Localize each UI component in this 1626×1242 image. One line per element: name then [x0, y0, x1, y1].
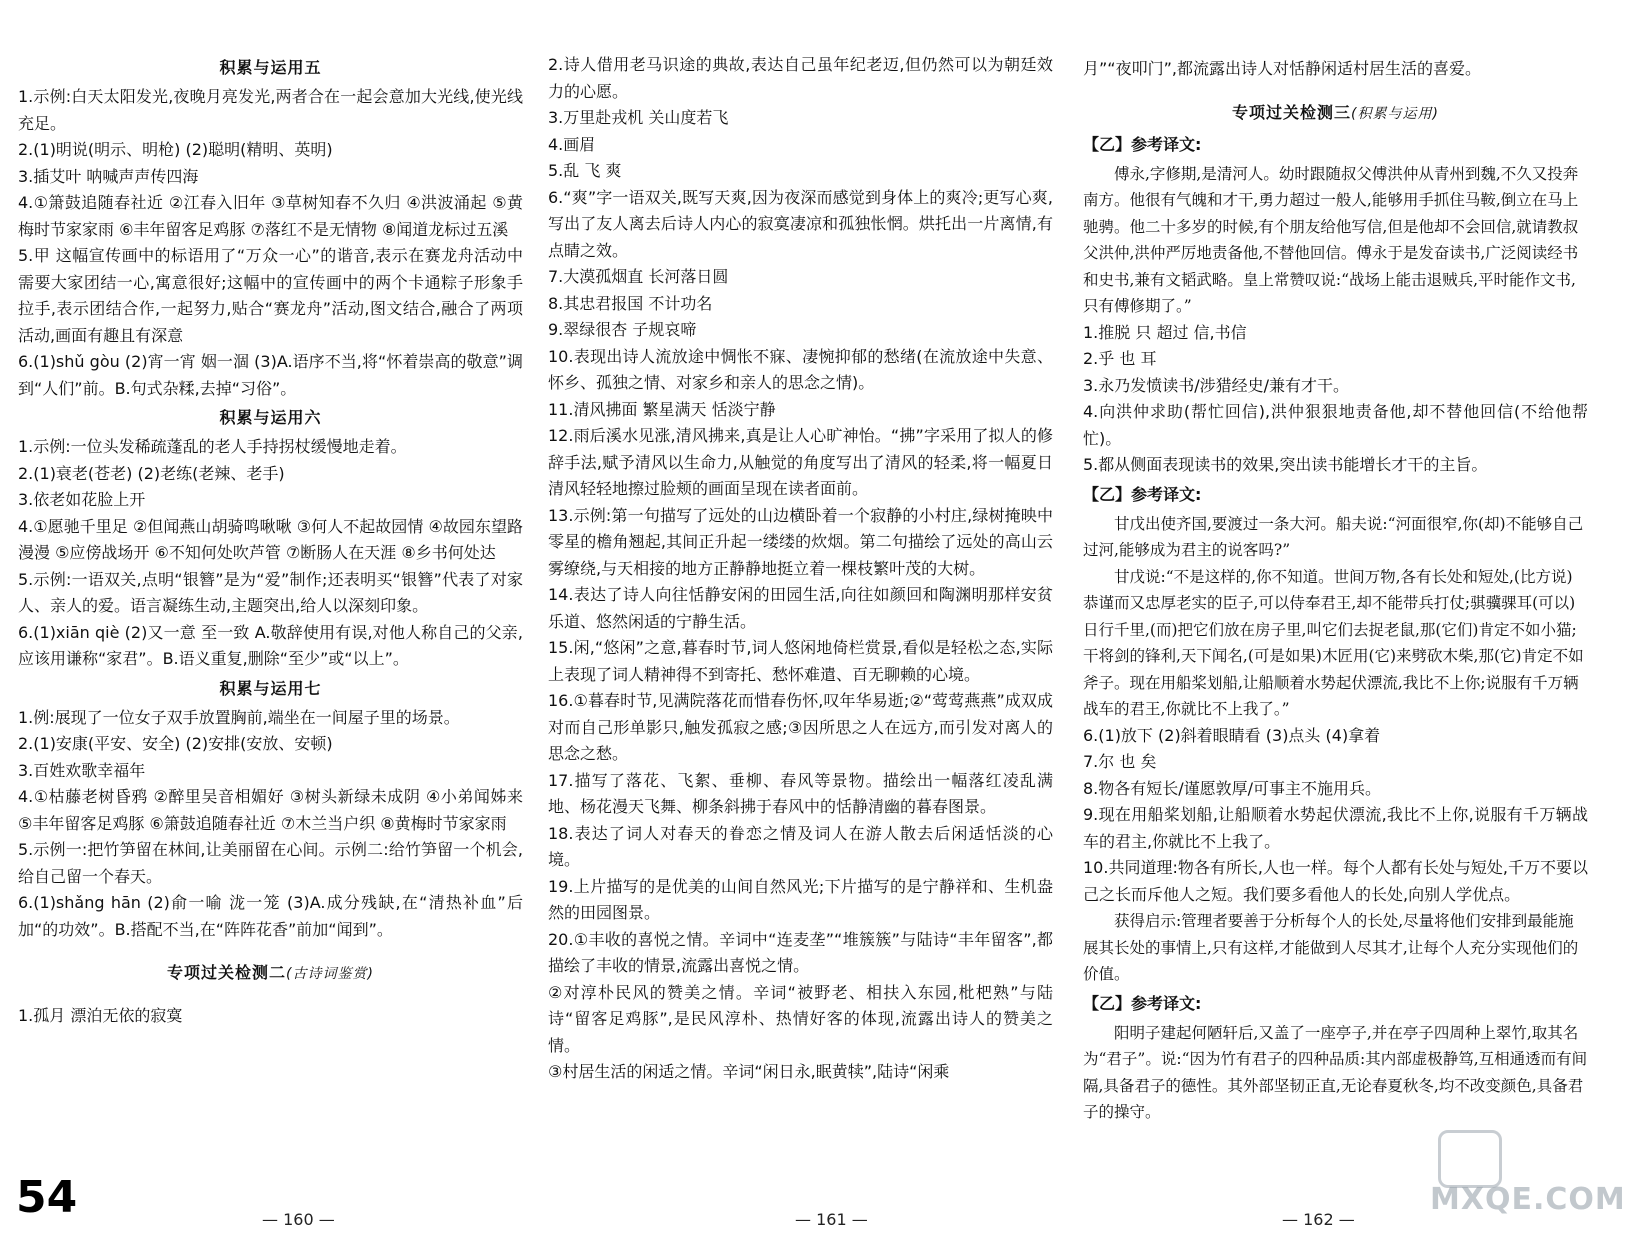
- answer-item: 8.物各有短长/谨愿敦厚/可事主不施用兵。: [1083, 778, 1382, 798]
- answer-item: 12.雨后溪水见涨,清风拂来,真是让人心旷神怡。“拂”字采用了拟人的修辞手法,赋予清风以生命力,从触觉的角度写出了清风的轻柔,将一幅夏日清风轻轻地擦过脸颊的画面呈现在读者面前。: [548, 426, 1053, 498]
- section-heading: [1083, 97, 1588, 129]
- answer-item: 10.表现出诗人流放途中惆怅不寐、凄惋抑郁的愁绪(在流放途中失意、怀乡、孤独之情、对家乡和亲人的思念之情)。: [548, 346, 1053, 392]
- heading-sub: (古诗词鉴赏): [286, 966, 374, 982]
- answer-item: 3.插艾叶 呐喊声声传四海: [18, 166, 199, 186]
- answer-item: 1.示例:白天太阳发光,夜晚月亮发光,两者合在一起会意加大光线,使光线充足。: [18, 87, 523, 133]
- answer-item: 4.画眉: [548, 134, 596, 154]
- section-heading: 积累与运用七: [219, 678, 322, 698]
- answer-item: 4.①愿驰千里足 ②但闻燕山胡骑鸣啾啾 ③何人不起故园情 ④故园东望路漫漫 ⑤应傍战场开 ⑥不知何处吹芦管 ⑦断肠人在天涯 ⑧乡书何处达: [18, 516, 523, 562]
- answer-item: 6.(1)shǎng hān (2)俞一喻 泷一笼 (3)A.成分残缺,在“清热补血”后加“的功效”。B.搭配不当,在“阵阵花香”前加“闻到”。: [18, 893, 523, 939]
- answer-item: 16.①暮春时节,见满院落花而惜春伤怀,叹年华易逝;②“莺莺燕燕”成双成对而自己形单影只,触发孤寂之感;③因所思之人在远方,而引发对离人的思念之愁。: [548, 691, 1053, 763]
- answer-item: 7.大漠孤烟直 长河落日圆: [548, 267, 729, 286]
- answer-item: 2.(1)明说(明示、明枪) (2)聪明(精明、英明): [18, 140, 333, 159]
- answer-item: 5.乱 飞 爽: [548, 161, 622, 180]
- watermark-logo-icon: [1438, 1130, 1502, 1188]
- answer-item: 4.①箫鼓追随春社近 ②江春入旧年 ③草树知春不久归 ④洪波涌起 ⑤黄梅时节家家雨 ⑥丰年留客足鸡豚 ⑦落红不是无情物 ⑧闻道龙标过五溪: [18, 193, 523, 239]
- answer-item: ②对淳朴民风的赞美之情。辛词“被野老、相扶入东园,枇杷熟”与陆诗“留客足鸡豚”,是民风淳朴、热情好客的体现,流露出诗人的赞美之情。: [548, 982, 1053, 1055]
- translation-paragraph: 傅永,字修期,是清河人。幼时跟随叔父傅洪仲从青州到魏,不久又投奔南方。他很有气魄和才干,勇力超过一般人,能够用手抓住马鞍,倒立在马上驰骋。他二十多岁的时候,有个朋友给他写信,但是他却不会回信,就请教叔父洪仲,洪仲严厉地责备他,不替他回信。傅永于是发奋读书,广泛阅读经书和史书,兼有文韬武略。皇上常赞叹说:“战场上能击退贼兵,平时能作文书,只有傅修期了。”: [1083, 164, 1579, 315]
- watermark-text: MXQE.COM: [1430, 1182, 1626, 1217]
- answer-item: 5.甲 这幅宣传画中的标语用了“万众一心”的谐音,表示在赛龙舟活动中需要大家团结一心,寓意很好;这幅中的宣传画中的两个卡通粽子形象手拉手,表示团结合作,一起努力,贴合“赛龙舟”活动,图文结合,融合了两项活动,画面有趣且有深意: [18, 246, 523, 345]
- answer-item: 5.示例:一语双关,点明“银簪”是为“爱”制作;还表明买“银簪”代表了对家人、亲人的爱。语言凝练生动,主题突出,给人以深刻印象。: [18, 569, 523, 615]
- answer-item: 13.示例:第一句描写了远处的山边横卧着一个寂静的小村庄,绿树掩映中零星的檐角翘起,其间正升起一缕缕的炊烟。第二句描绘了远处的高山云雾缭绕,与天相接的地方正静静地挺立着一棵枝繁叶茂的大树。: [548, 505, 1053, 578]
- translation-tag: 【乙】参考译文:: [1083, 134, 1202, 154]
- answer-item: 3.依老如花脸上开: [18, 490, 146, 509]
- answer-item: 10.共同道理:物各有所长,人也一样。每个人都有长处与短处,千万不要以己之长而斥他人之短。我们要多看他人的长处,向别人学优点。: [1083, 858, 1589, 904]
- answer-item: 9.现在用船桨划船,让船顺着水势起伏漂流,我比不上你,说服有千万辆战车的君主,你就比不上我了。: [1083, 805, 1588, 851]
- answer-item: 8.其忠君报国 不计功名: [548, 293, 713, 313]
- answer-item: 9.翠绿很杏 子规哀啼: [548, 320, 697, 339]
- heading-main: 专项过关检测二: [167, 963, 287, 982]
- answer-item: 3.百姓欢歌幸福年: [18, 760, 146, 780]
- answer-item: 4.①枯藤老树昏鸦 ②醉里吴音相媚好 ③树头新绿未成阴 ④小弟闻姊来 ⑤丰年留客足鸡豚 ⑥箫鼓追随春社近 ⑦木兰当户织 ⑧黄梅时节家家雨: [18, 787, 523, 833]
- translation-tag: 【乙】参考译文:: [1083, 993, 1202, 1013]
- translation-paragraph: 甘戊出使齐国,要渡过一条大河。船夫说:“河面很窄,你(却)不能够自己过河,能够成为君主的说客吗?”: [1083, 514, 1584, 559]
- answer-item: 1.推脱 只 超过 信,书信: [1083, 322, 1247, 342]
- answer-item: 7.尔 也 矣: [1083, 752, 1157, 771]
- answer-item: 3.永乃发愤读书/涉猎经史/兼有才干。: [1083, 375, 1350, 395]
- answer-list: [18, 84, 523, 402]
- answer-item: 5.都从侧面表现读书的效果,突出读书能增长才干的主旨。: [1083, 455, 1488, 474]
- heading-main: 专项过关检测三: [1232, 102, 1352, 122]
- answer-item: 5.示例一:把竹笋留在林间,让美丽留在心间。示例二:给竹笋留一个机会,给自己留一个春天。: [18, 840, 523, 886]
- answer-item: 3.万里赴戎机 关山度若飞: [548, 108, 729, 127]
- answer-list: [18, 434, 523, 673]
- answer-item: 19.上片描写的是优美的山间自然风光;下片描写的是宁静祥和、生机盎然的田园图景。: [548, 876, 1053, 922]
- page-number-right: — 162 —: [1282, 1210, 1355, 1229]
- answer-list: [548, 52, 1053, 1086]
- answer-item: 17.描写了落花、飞絮、垂柳、春风等景物。描绘出一幅落红凌乱满地、杨花漫天飞舞、柳条斜拂于春风中的恬静清幽的暮春图景。: [548, 770, 1053, 816]
- column-left: [18, 0, 523, 1242]
- translation-paragraph: 甘戊说:“不是这样的,你不知道。世间万物,各有长处和短处,(比方说)恭谨而又忠厚老实的臣子,可以侍奉君王,却不能带兵打仗;骐骥骒耳(可以)日行千里,(而)把它们放在房子里,叫它们去捉老鼠,那(它们)肯定不如小猫;干将剑的锋利,天下闻名,(可是如果)木匠用(它)来劈砍木柴,那(它)肯定不如斧子。现在用船桨划船,让船顺着水势起伏漂流,我比不上你;说服有千万辆战车的君王,你就比不上我了。”: [1083, 567, 1584, 718]
- answer-item: 20.①丰收的喜悦之情。辛词中“连麦垄”“堆簇簇”与陆诗“丰年留客”,都描绘了丰收的情景,流露出喜悦之情。: [548, 929, 1053, 975]
- answer-item: 11.清风拂面 繁星满天 恬淡宁静: [548, 399, 776, 419]
- continued-text: 月”“夜叩门”,都流露出诗人对恬静闲适村居生活的喜爱。: [1083, 59, 1481, 78]
- answer-item: 获得启示:管理者要善于分析每个人的长处,尽量将他们安排到最能施展其长处的事情上,只有这样,才能做到人尽其才,让每个人充分实现他们的价值。: [1083, 912, 1579, 983]
- column-right: [1083, 0, 1588, 1242]
- section-heading: 积累与运用五: [219, 58, 322, 77]
- heading-sub: (积累与运用): [1351, 105, 1439, 122]
- answer-item: 1.孤月 漂泊无依的寂寞: [18, 1006, 183, 1025]
- page-number-middle: — 161 —: [795, 1210, 868, 1229]
- watermark: [1430, 1130, 1626, 1225]
- column-middle: [548, 0, 1053, 1242]
- answer-list: [18, 705, 523, 944]
- answer-item: 6.(1)xiān qiè (2)又一意 至一致 A.敬辞使用有误,对他人称自己的父亲,应该用谦称“家君”。B.语义重复,删除“至少”或“以上”。: [18, 622, 523, 668]
- page-number-left: — 160 —: [262, 1210, 335, 1229]
- translation-paragraph: 阳明子建起何陋轩后,又盖了一座亭子,并在亭子四周种上翠竹,取其名为“君子”。说:“因为竹有君子的四种品质:其内部虚极静笃,互相通透而有间隔,具备君子的德性。其外部坚韧正直,无论春夏秋冬,均不改变颜色,具备君子的操守。: [1083, 1023, 1588, 1121]
- answer-item: 1.例:展现了一位女子双手放置胸前,端坐在一间屋子里的场景。: [18, 707, 460, 727]
- answer-item: 2.乎 也 耳: [1083, 349, 1157, 368]
- section-heading: [18, 957, 523, 989]
- answer-item: 6.(1)shǔ gòu (2)宵一宵 姻一涸 (3)A.语序不当,将“怀着崇高的敬意”调到“人们”前。B.句式杂糅,去掉“习俗”。: [18, 352, 523, 398]
- answer-item: 2.(1)衰老(苍老) (2)老练(老辣、老手): [18, 463, 285, 483]
- answer-list: [1083, 320, 1588, 479]
- answer-item: 6.(1)放下 (2)斜着眼睛看 (3)点头 (4)拿着: [1083, 725, 1381, 745]
- answer-list: [1083, 723, 1588, 988]
- answer-item: 14.表达了诗人向往恬静安闲的田园生活,向往如颜回和陶渊明那样安贫乐道、悠然闲适的宁静生活。: [548, 585, 1053, 631]
- translation-tag: 【乙】参考译文:: [1083, 484, 1202, 504]
- answer-item: 2.(1)安康(平安、安全) (2)安排(安放、安顿): [18, 734, 333, 753]
- answer-item: 18.表达了词人对春天的眷恋之情及词人在游人散去后闲适恬淡的心境。: [548, 823, 1053, 869]
- answer-item: 1.示例:一位头发稀疏蓬乱的老人手持拐杖缓慢地走着。: [18, 437, 407, 456]
- answer-item: 4.向洪仲求助(帮忙回信),洪仲狠狠地责备他,却不替他回信(不给他帮忙)。: [1083, 402, 1588, 448]
- answer-item: 6.“爽”字一语双关,既写天爽,因为夜深而感觉到身体上的爽冷;更写心爽,写出了友人离去后诗人内心的寂寞凄凉和孤独怅惘。烘托出一片离情,有点睛之效。: [548, 187, 1053, 260]
- sheet-number: 54: [16, 1172, 78, 1223]
- answer-item: 2.诗人借用老马识途的典故,表达自己虽年纪老迈,但仍然可以为朝廷效力的心愿。: [548, 55, 1053, 101]
- answer-item: 15.闲,“悠闲”之意,暮春时节,词人悠闲地倚栏赏景,看似是轻松之态,实际上表现了词人精神得不到寄托、愁怀难遣、百无聊赖的心境。: [548, 638, 1053, 684]
- answer-item: ③村居生活的闲适之情。辛词“闲日永,眠黄犊”,陆诗“闲乘: [548, 1062, 950, 1081]
- section-heading: 积累与运用六: [219, 408, 322, 427]
